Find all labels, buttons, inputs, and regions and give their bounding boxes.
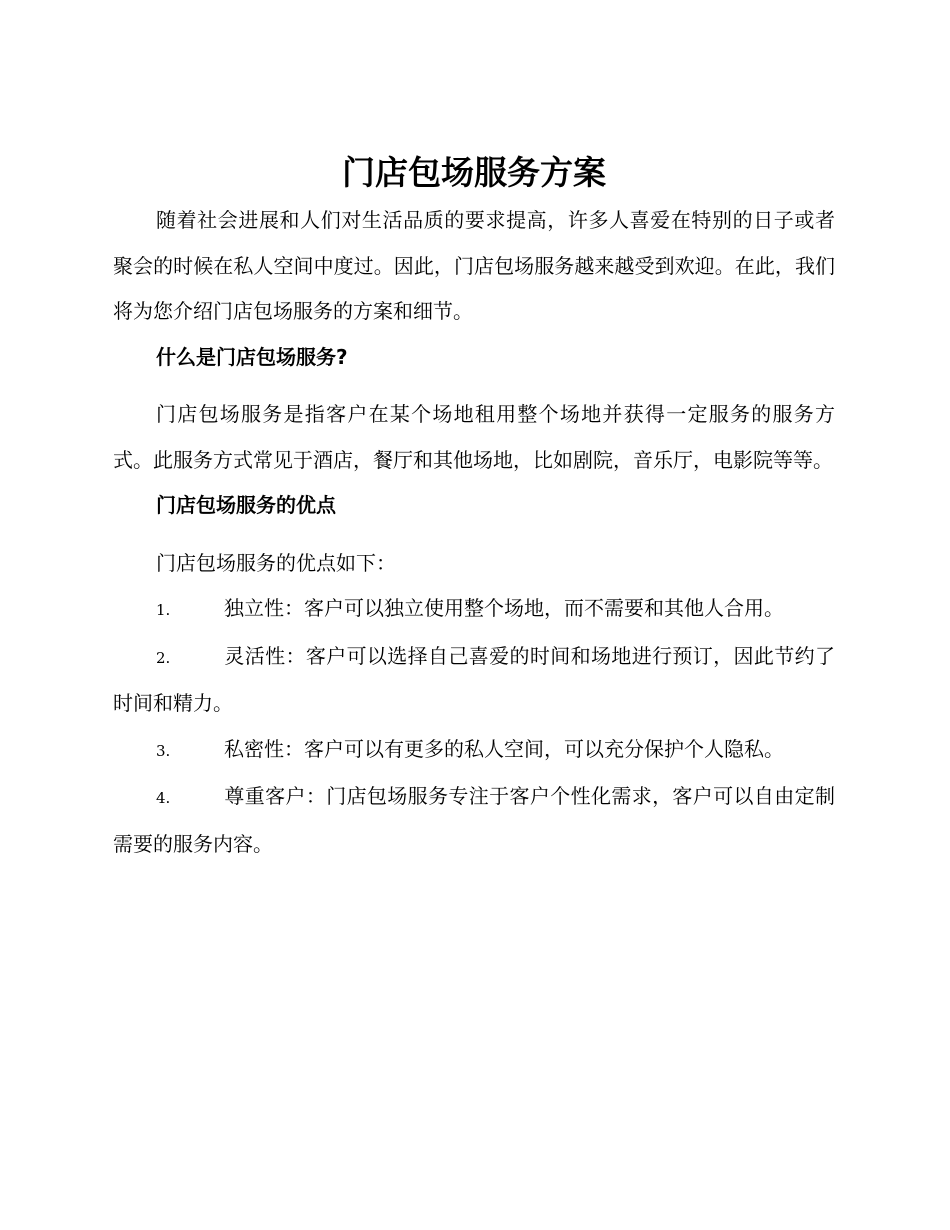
list-item-text: 灵活性：客户可以选择自己喜爱的时间和场地进行预订，因此节约了时间和精力。 <box>113 643 835 715</box>
document-page <box>113 148 835 867</box>
list-item-text: 私密性：客户可以有更多的私人空间，可以充分保护个人隐私。 <box>224 736 784 761</box>
list-item-number: 3. <box>156 741 171 760</box>
list-item <box>113 586 835 634</box>
list-item-text: 尊重客户：门店包场服务专注于客户个性化需求，客户可以自由定制需要的服务内容。 <box>113 784 835 856</box>
document-title: 门店包场服务方案 <box>342 153 606 192</box>
section-heading-advantages: 门店包场服务的优点 <box>156 493 336 517</box>
list-item-number: 1. <box>156 601 171 619</box>
list-item <box>113 774 835 867</box>
section-heading-what-is: 什么是门店包场服务? <box>156 344 348 369</box>
section-paragraph-what-is: 门店包场服务是指客户在某个场地租用整个场地并获得一定服务的服务方式。此服务方式常见于酒店，餐厅和其他场地，比如剧院，音乐厅，电影院等等。 <box>113 402 835 472</box>
list-item <box>113 634 835 727</box>
list-item-number: 4. <box>156 789 171 807</box>
list-item-number: 2. <box>156 648 171 667</box>
advantages-lead: 门店包场服务的优点如下： <box>156 550 396 575</box>
intro-paragraph: 随着社会进展和人们对生活品质的要求提高，许多人喜爱在特别的日子或者聚会的时候在私人空间中度过。因此，门店包场服务越来越受到欢迎。在此，我们将为您介绍门店包场服务的方案和细节。 <box>113 208 835 323</box>
list-item-text: 独立性：客户可以独立使用整个场地，而不需要和其他人合用。 <box>224 596 784 620</box>
list-item <box>113 727 835 775</box>
